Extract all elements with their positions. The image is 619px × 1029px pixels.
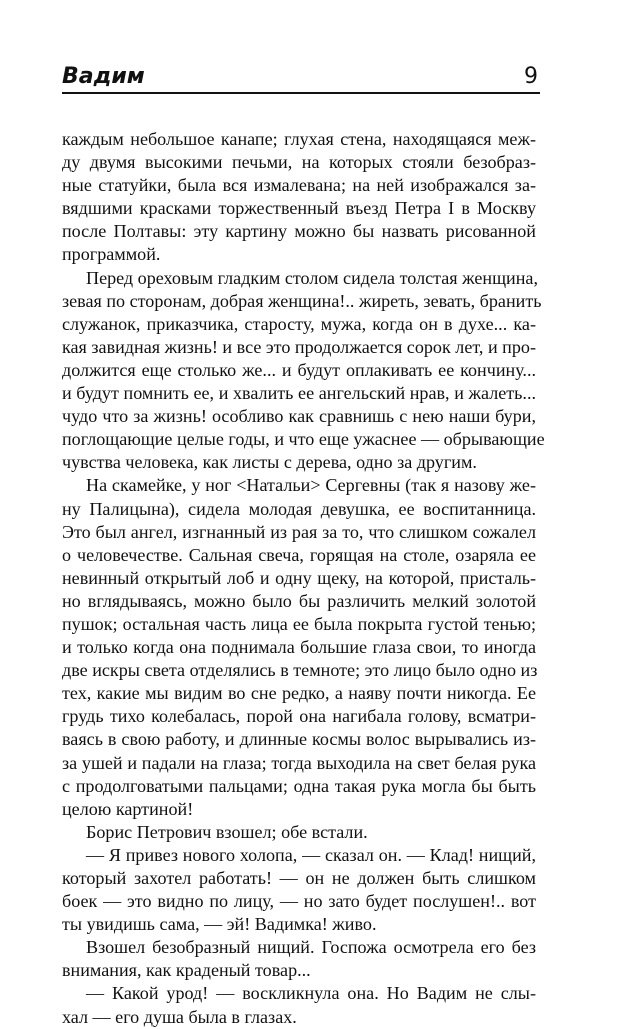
text-line: и только когда она поднимала большие глаза свои, то иногда — [62, 637, 536, 658]
text-line: за ушей и падали на глаза; тогда выходила на свет белая рука — [62, 752, 536, 773]
text-line: программой. — [62, 244, 161, 265]
text-line: пушок; остальная часть лица ее была покрыта густой тенью; — [62, 613, 536, 634]
paragraph — [62, 982, 536, 1028]
text-line: грудь тихо колебалась, порой она нагибала голову, всматри- — [62, 706, 536, 727]
text-line: но вглядываясь, можно было бы различить мелкий золотой — [62, 590, 536, 611]
text-line: каждым небольшое канапе; глухая стена, находящаяся меж- — [62, 129, 536, 149]
text-line: две искры света отделялись в темноте; это лицо было одно из — [62, 660, 538, 681]
paragraph — [62, 128, 536, 267]
text-line: тех, какие мы видим во сне редко, а наяву почти никогда. Ее — [62, 683, 536, 704]
paragraph — [62, 844, 536, 936]
text-line: На скамейке, у ног <Натальи> Сергевны (так я назову же- — [86, 475, 536, 496]
text-line: целою картиной! — [62, 798, 194, 819]
text-line: ваясь в свою работу, и длинные космы волос вырывались из- — [62, 729, 536, 750]
text-line: поглощающие целые годы, и что еще ужаснее — обрывающие — [62, 429, 545, 450]
text-line: Борис Петрович взошел; обе встали. — [86, 821, 368, 842]
running-head — [62, 64, 540, 94]
paragraph — [62, 474, 536, 820]
text-line: вядшими красками торжественный въезд Петра I в Москву — [62, 198, 536, 219]
text-line: — Какой урод! — воскликнула она. Но Вадим не слы- — [86, 983, 536, 1004]
text-line: невинный открытый лоб и одну щеку, на которой, присталь- — [62, 567, 536, 588]
text-line: служанок, приказчика, старосту, мужа, когда он в духе... ка- — [62, 313, 536, 334]
text-line: Перед ореховым гладким столом сидела толстая женщина, — [86, 267, 538, 288]
text-line: Взошел безобразный нищий. Госпожа осмотрела его без — [86, 937, 536, 958]
paragraph — [62, 821, 536, 844]
page-number: 9 — [524, 64, 538, 89]
text-line: чудо что за жизнь! особливо как сравнишь с нею наши бури, — [62, 406, 536, 427]
text-line: ные статуйки, была вся измалевана; на ней изображался за- — [62, 175, 536, 196]
text-line: — Я привез нового холопа, — сказал он. — Клад! нищий, — [86, 844, 536, 865]
body-text — [62, 128, 545, 1029]
text-line: Это был ангел, изгнанный из рая за то, что слишком сожалел — [62, 521, 536, 542]
text-line: ты увидишь сама, — эй! Вадимка! живо. — [62, 914, 377, 935]
paragraph — [62, 936, 536, 982]
text-line: чувства человека, как листы с дерева, одно за другим. — [62, 452, 477, 473]
text-line: хал — его душа была в глазах. — [62, 1006, 297, 1027]
text-line: кая завидная жизнь! и все это продолжается сорок лет, и про- — [62, 336, 536, 357]
text-line: ду двумя высокими печьми, на которых стояли безобраз- — [62, 152, 536, 173]
running-head-title: Вадим — [62, 64, 145, 89]
text-line: о человечестве. Сальная свеча, горящая на столе, озаряла ее — [62, 544, 536, 565]
text-line: внимания, как краденый товар... — [62, 960, 311, 981]
text-line: ну Палицына), сидела молодая девушка, ее воспитанница. — [62, 498, 536, 519]
text-line: зевая по сторонам, добрая женщина!.. жиреть, зевать, бранить — [62, 290, 542, 311]
text-line: после Полтавы: эту картину можно бы назвать рисованной — [62, 221, 536, 242]
text-line: с продолговатыми пальцами; одна такая рука могла бы быть — [62, 775, 536, 796]
text-line: боек — это видно по лицу, — но зато будет послушен!.. вот — [62, 891, 536, 912]
text-line: и будут помнить ее, и хвалить ее ангельский нрав, и жалеть... — [62, 383, 536, 404]
paragraph — [62, 267, 545, 475]
text-line: должится еще столько же... и будут оплакивать ее кончину... — [62, 359, 536, 380]
header-rule — [62, 92, 540, 94]
text-line: который захотел работать! — он не должен быть слишком — [62, 868, 536, 888]
